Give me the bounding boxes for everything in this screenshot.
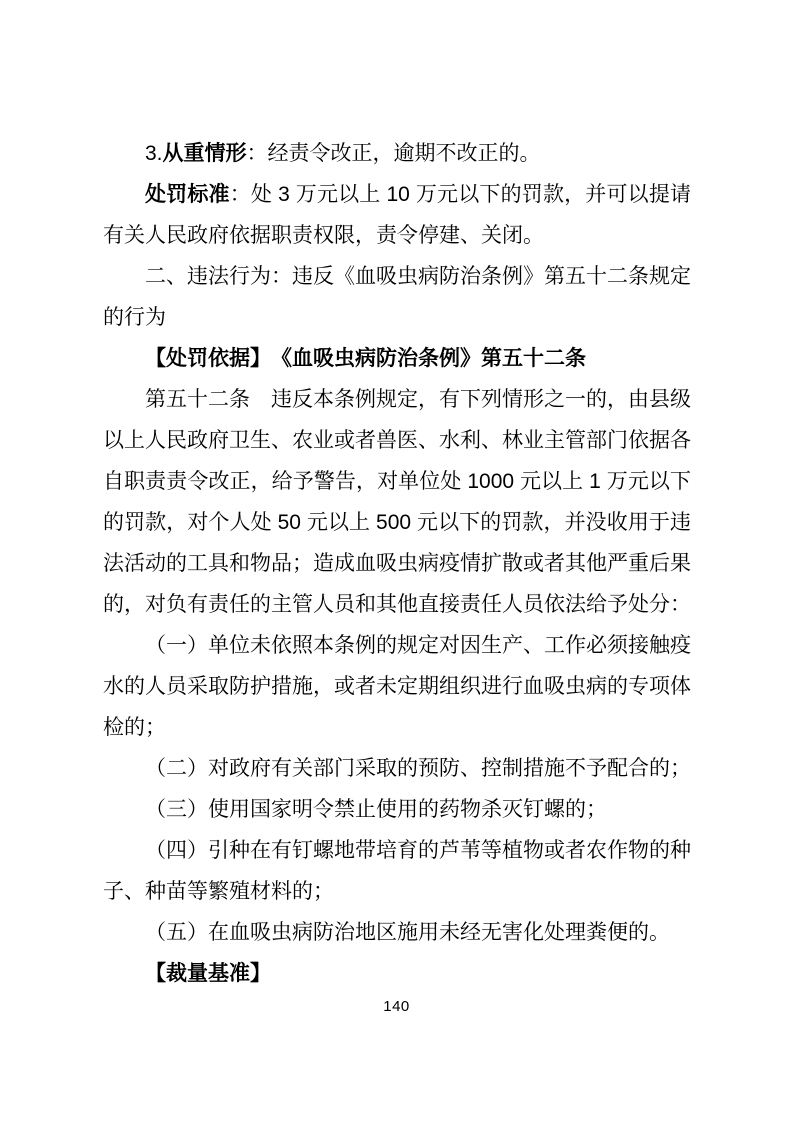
text-run: 3.: [145, 142, 163, 165]
para-item-5: [103, 912, 691, 953]
para-violation-act: [103, 256, 691, 338]
text-run-bold: 从重情形: [162, 142, 247, 165]
text-run: （二）对政府有关部门采取的预防、控制措施不予配合的；: [145, 757, 691, 780]
text-run: 二、违法行为：违反《血吸虫病防治条例》第五十二条规定的行为: [103, 265, 691, 329]
text-run: （四）引种在有钉螺地带培育的芦苇等植物或者农作物的种子、种苗等繁殖材料的；: [103, 839, 691, 903]
text-run-bold: 【裁量基准】: [145, 962, 271, 985]
text-run: （三）使用国家明令禁止使用的药物杀灭钉螺的；: [145, 798, 607, 821]
para-item-1: [103, 625, 691, 748]
text-run-bold: 处罚标准: [145, 183, 230, 206]
page-number: 140: [383, 998, 410, 1015]
para-item-4: [103, 830, 691, 912]
page-footer: [0, 998, 793, 1016]
heading-discretion-benchmark: [103, 953, 691, 994]
text-run-bold: 【处罚依据】 《血吸虫病防治条例》第五十二条: [145, 347, 586, 370]
heading-penalty-basis: [103, 338, 691, 379]
text-run: ：处 3 万元以上 10 万元以下的罚款，并可以提请有关人民政府依据职责权限，责令停建、关闭。: [103, 183, 692, 247]
para-item-3: [103, 789, 691, 830]
para-item-2: [103, 748, 691, 789]
para-aggravating-circumstance: [103, 133, 691, 174]
text-run: ：经责令改正，逾期不改正的。: [246, 142, 541, 165]
text-run: （五）在血吸虫病防治地区施用未经无害化处理粪便的。: [145, 921, 670, 944]
text-run: （一）单位未依照本条例的规定对因生产、工作必须接触疫水的人员采取防护措施，或者未定期组织进行血吸虫病的专项体检的；: [103, 634, 691, 739]
para-article-52: [103, 379, 691, 625]
text-run: 第五十二条 违反本条例规定，有下列情形之一的，由县级以上人民政府卫生、农业或者兽医、水利、林业主管部门依据各自职责责令改正，给予警告，对单位处 1000 元以上 1 万元以下的罚款，对个人处 50 元以上 500 元以下的罚款，并没收用于违法活动的工具和物品；造成血吸虫病疫情扩散或者其他严重后果的，对负有责任的主管人员和其他直接责任人员依法给予处分：: [103, 388, 691, 616]
document-body: [103, 133, 691, 994]
para-penalty-standard: [103, 174, 691, 256]
